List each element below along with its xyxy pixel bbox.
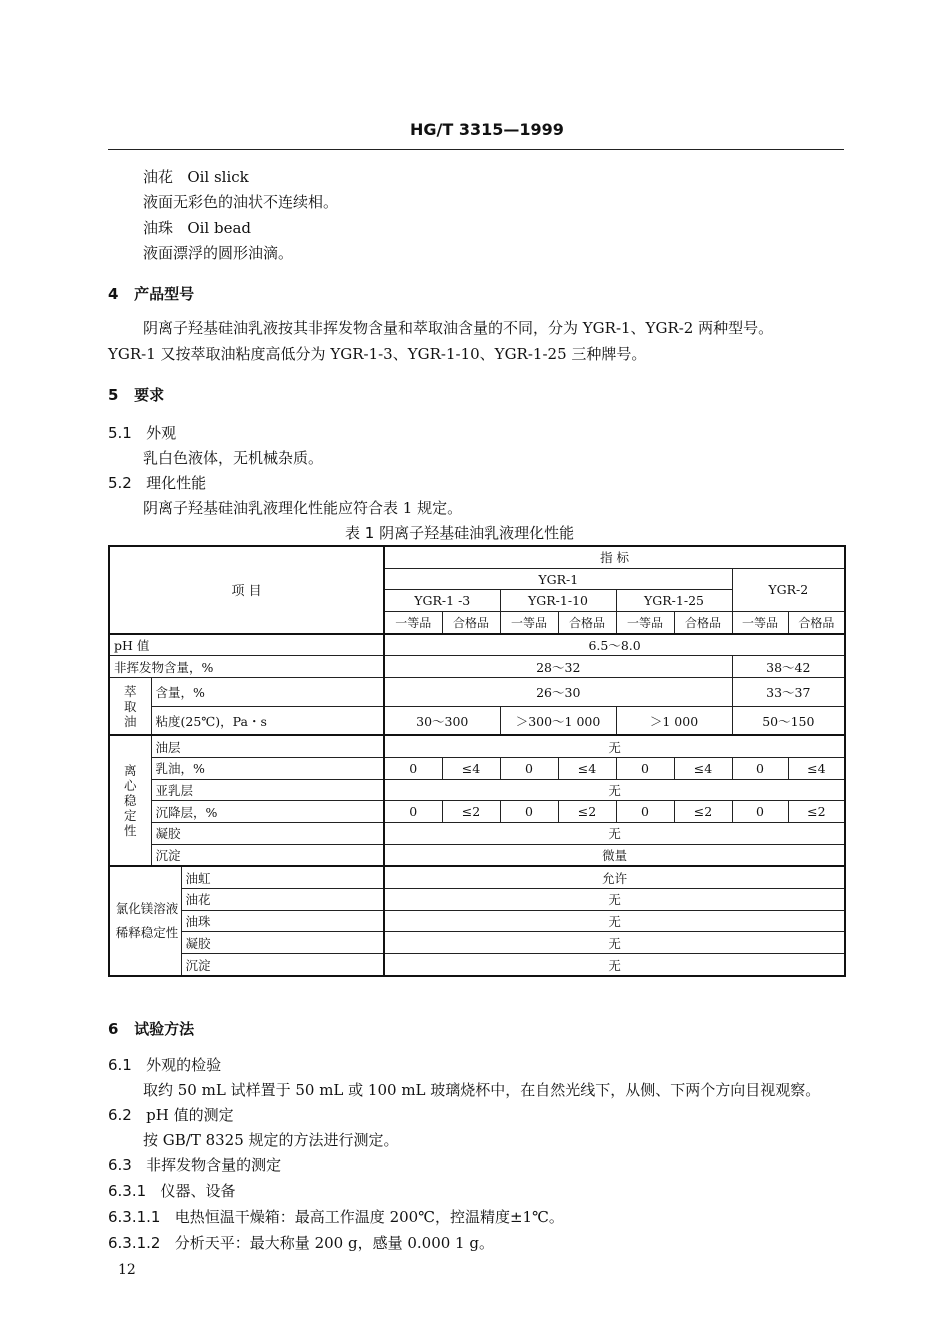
cell-value: 0	[384, 758, 442, 780]
table-header-row-1	[109, 546, 845, 568]
section-number: 6	[108, 1020, 119, 1038]
table-row-mg-gel	[109, 932, 845, 954]
row-label: 油虹	[181, 866, 384, 888]
table-row-oil-bead	[109, 910, 845, 932]
row-label: 沉淀	[151, 844, 384, 866]
col-header-ygr2: YGR-2	[732, 568, 845, 611]
grade-ok: 合格品	[674, 612, 732, 634]
group-label-centrifuge	[109, 735, 151, 866]
grade-first: 一等品	[500, 612, 558, 634]
section-title: 要求	[134, 386, 165, 404]
cell-value: 50～150	[732, 706, 845, 735]
section-title: 仪器、设备	[160, 1182, 236, 1200]
row-label: 含量，%	[151, 678, 384, 707]
row-label: pH 值	[109, 634, 384, 656]
section-6-heading	[108, 1018, 194, 1039]
section-5-1-text: 乳白色液体，无机械杂质。	[143, 449, 324, 467]
section-4-para-1: 阴离子羟基硅油乳液按其非挥发物含量和萃取油含量的不同，分为 YGR-1、YGR-2 两种型号。	[143, 319, 774, 337]
group-label-extract	[109, 678, 151, 736]
section-6-1-heading	[108, 1055, 221, 1075]
doc-code: HG/T 3315—1999	[410, 120, 564, 139]
cell-value: ≤4	[558, 758, 616, 780]
cell-value: 28～32	[384, 656, 732, 678]
section-5-heading	[108, 384, 164, 405]
cell-value: 无	[384, 735, 845, 757]
cell-value: 0	[616, 758, 674, 780]
row-label: 油花	[181, 889, 384, 911]
table-row-oil-layer	[109, 735, 845, 757]
table-row-sediment	[109, 801, 845, 823]
cell-value: 无	[384, 910, 845, 932]
grade-ok: 合格品	[558, 612, 616, 634]
cell-value: ≤2	[788, 801, 845, 823]
cell-value: 0	[732, 801, 788, 823]
cell-value: 6.5～8.0	[384, 634, 845, 656]
grade-first: 一等品	[732, 612, 788, 634]
cell-value: 30～300	[384, 706, 500, 735]
cell-value: ≤4	[788, 758, 845, 780]
term-cn: 油花	[143, 168, 174, 186]
group-label-mgcl	[109, 866, 181, 976]
section-title: 外观	[146, 424, 177, 442]
section-number: 6.3.1	[108, 1182, 147, 1200]
col-header-ygr1-3: YGR-1 -3	[384, 590, 500, 612]
section-6-2-text: 按 GB/T 8325 规定的方法进行测定。	[143, 1131, 399, 1149]
page-number: 12	[118, 1262, 136, 1278]
col-header-ygr1: YGR-1	[384, 568, 732, 590]
section-title: 理化性能	[146, 474, 207, 492]
cell-value: ≤2	[558, 801, 616, 823]
term-en: Oil bead	[187, 219, 252, 237]
col-header-ygr1-25: YGR-1-25	[616, 590, 732, 612]
cell-value: 0	[500, 758, 558, 780]
section-5-1-heading	[108, 423, 176, 443]
section-title: 试验方法	[134, 1020, 195, 1038]
cell-value: 无	[384, 779, 845, 801]
cell-value: ＞300～1 000	[500, 706, 616, 735]
col-header-index: 指 标	[384, 546, 845, 568]
table-row-extract-content	[109, 678, 845, 707]
row-label: 沉降层，%	[151, 801, 384, 823]
cell-value: 26～30	[384, 678, 732, 707]
section-number: 6.3.1.2	[108, 1234, 161, 1252]
section-4-heading	[108, 283, 194, 304]
row-label: 凝胶	[151, 823, 384, 845]
table-1	[108, 545, 846, 977]
section-title: 外观的检验	[146, 1056, 222, 1074]
grade-ok: 合格品	[788, 612, 845, 634]
grade-first: 一等品	[616, 612, 674, 634]
table-row-subcream	[109, 779, 845, 801]
cell-value: 38～42	[732, 656, 845, 678]
term-oil-bead	[143, 218, 251, 238]
col-header-item: 项 目	[109, 546, 384, 634]
cell-value: 无	[384, 932, 845, 954]
cell-value: 微量	[384, 844, 845, 866]
table-row-oil-slick	[109, 889, 845, 911]
row-label: 沉淀	[181, 954, 384, 976]
col-header-ygr1-10: YGR-1-10	[500, 590, 616, 612]
section-number: 5.1	[108, 424, 132, 442]
cell-value: 0	[500, 801, 558, 823]
group-label-text: 离心稳定性	[123, 763, 137, 839]
row-label: 乳油，%	[151, 758, 384, 780]
section-number: 6.1	[108, 1056, 132, 1074]
row-label: 亚乳层	[151, 779, 384, 801]
table-row-ph	[109, 634, 845, 656]
cell-value: ≤4	[674, 758, 732, 780]
cell-value: ≤2	[442, 801, 500, 823]
table-row-mg-precipitate	[109, 954, 845, 976]
section-5-2-heading	[108, 473, 206, 493]
cell-value: 33～37	[732, 678, 845, 707]
table-caption: 表 1 阴离子羟基硅油乳液理化性能	[345, 524, 575, 542]
row-label: 油层	[151, 735, 384, 757]
term-en: Oil slick	[187, 168, 249, 186]
cell-value: ＞1 000	[616, 706, 732, 735]
table-row-precipitate	[109, 844, 845, 866]
cell-value: ≤4	[442, 758, 500, 780]
row-label: 非挥发物含量，%	[109, 656, 384, 678]
group-label-text: 萃取油	[123, 683, 137, 729]
cell-value: 无	[384, 823, 845, 845]
section-number: 6.3	[108, 1156, 132, 1174]
section-title: 产品型号	[134, 285, 195, 303]
cell-value: 允许	[384, 866, 845, 888]
row-label: 油珠	[181, 910, 384, 932]
group-label-text: 氯化镁溶液稀释稳定性	[115, 901, 179, 941]
section-number: 6.3.1.1	[108, 1208, 161, 1226]
def-oil-slick: 液面无彩色的油状不连续相。	[143, 193, 339, 211]
section-6-3-heading	[108, 1155, 281, 1175]
table-row-cream	[109, 758, 845, 780]
section-number: 6.2	[108, 1106, 132, 1124]
cell-value: 0	[732, 758, 788, 780]
cell-value: 0	[616, 801, 674, 823]
section-number: 4	[108, 285, 119, 303]
section-number: 5.2	[108, 474, 132, 492]
section-6-3-1-1	[108, 1207, 564, 1227]
grade-first: 一等品	[384, 612, 442, 634]
def-oil-bead: 液面漂浮的圆形油滴。	[143, 244, 294, 262]
section-6-2-heading	[108, 1105, 234, 1125]
term-oil-slick	[143, 167, 249, 187]
section-6-3-1-2	[108, 1233, 494, 1253]
row-label: 凝胶	[181, 932, 384, 954]
section-4-para-2: YGR-1 又按萃取油粘度高低分为 YGR-1-3、YGR-1-10、YGR-1-25 三种牌号。	[108, 345, 647, 363]
header-rule	[108, 149, 844, 150]
cell-value: 无	[384, 954, 845, 976]
grade-ok: 合格品	[442, 612, 500, 634]
section-5-2-text: 阴离子羟基硅油乳液理化性能应符合表 1 规定。	[143, 499, 463, 517]
section-text: 电热恒温干燥箱：最高工作温度 200℃，控温精度±1℃。	[174, 1208, 564, 1226]
term-cn: 油珠	[143, 219, 174, 237]
table-row-nonvolatile	[109, 656, 845, 678]
section-title: 非挥发物含量的测定	[146, 1156, 282, 1174]
section-number: 5	[108, 386, 119, 404]
table-row-viscosity	[109, 706, 845, 735]
table-row-gel	[109, 823, 845, 845]
section-6-1-text: 取约 50 mL 试样置于 50 mL 或 100 mL 玻璃烧杯中，在自然光线下，从侧、下两个方向目视观察。	[143, 1081, 821, 1099]
section-6-3-1-heading	[108, 1181, 236, 1201]
section-title: pH 值的测定	[146, 1106, 234, 1124]
cell-value: 0	[384, 801, 442, 823]
cell-value: ≤2	[674, 801, 732, 823]
section-text: 分析天平：最大称量 200 g，感量 0.000 1 g。	[174, 1234, 494, 1252]
row-label: 粘度(25℃)，Pa・s	[151, 706, 384, 735]
cell-value: 无	[384, 889, 845, 911]
table-row-oil-rainbow	[109, 866, 845, 888]
